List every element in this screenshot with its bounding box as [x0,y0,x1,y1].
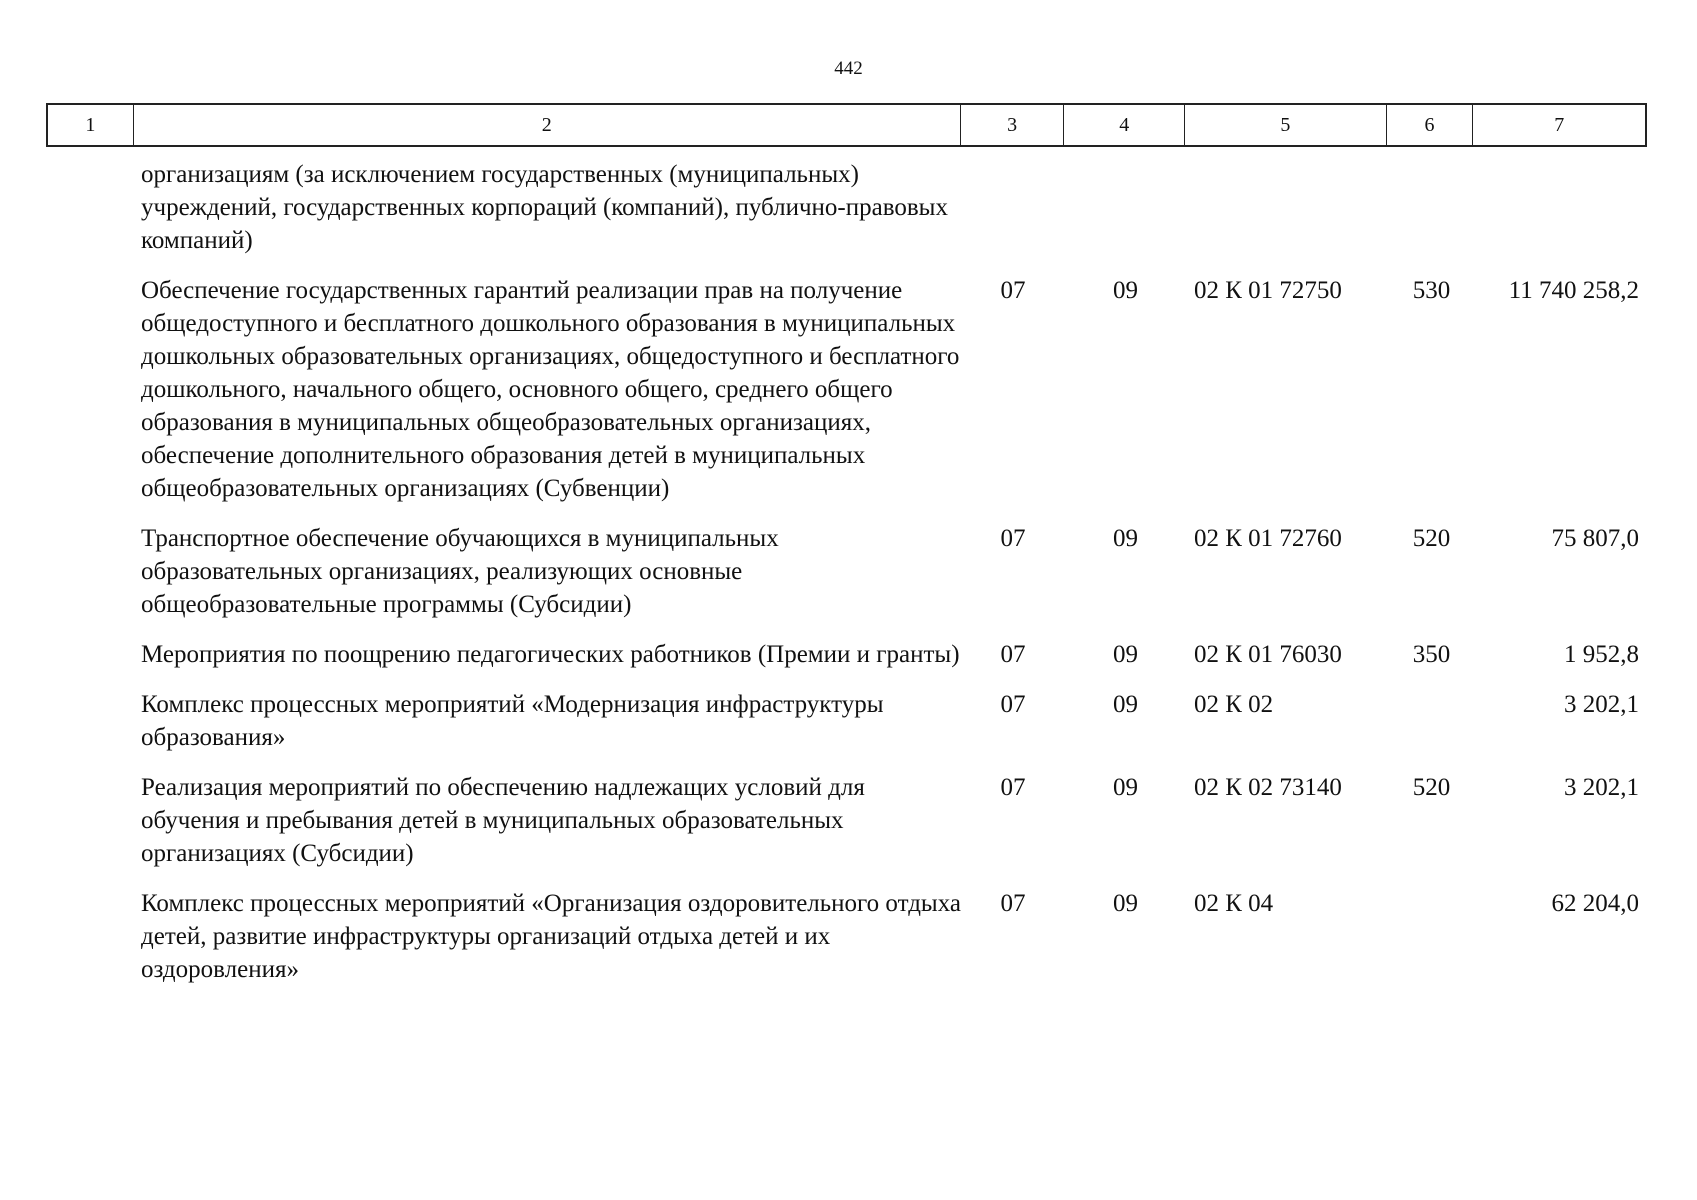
row-vr: 520 [1412,525,1451,552]
row-sum: 3 202,1 [1564,691,1639,718]
row-name: Мероприятия по поощрению педагогических работников (Премии и гранты) [141,641,960,668]
row-name: Транспортное обеспечение обучающихся в муниципальных образовательных организациях, реализующих основные общеобразовательные программы (Субсидии) [141,525,779,618]
header-col-7: 7 [1554,113,1565,136]
row-pr: 09 [1113,774,1138,801]
row-csr: 02 К 04 [1194,890,1274,917]
header-col-1: 1 [48,105,134,145]
row-vr: 530 [1412,277,1451,304]
row-sum [1475,158,1647,257]
row-col-1 [46,887,132,986]
table-header [46,103,1647,147]
row-name: Комплекс процессных мероприятий «Организация оздоровительного отдыха детей, развитие инфраструктуры организаций отдыха детей и их оздоровления» [141,890,961,983]
row-pr: 09 [1113,691,1138,718]
row-name: организациям (за исключением государственных (муниципальных) учреждений, государственных корпораций (компаний), публично-правовых компаний) [141,161,948,254]
row-pr: 09 [1113,277,1138,304]
header-col-5: 5 [1185,105,1387,145]
row-csr: 02 К 02 [1194,691,1274,718]
row-sum: 62 204,0 [1551,890,1639,917]
row-pr [1065,158,1186,257]
row-rz [961,158,1065,257]
row-col-1 [46,771,132,870]
table-row [46,274,1647,505]
header-col-3: 3 [961,105,1065,145]
table-row [46,771,1647,870]
row-col-1 [46,688,132,754]
row-rz: 07 [1000,641,1026,668]
row-pr: 09 [1113,890,1138,917]
row-vr [1388,158,1475,257]
header-col-6: 6 [1387,105,1474,145]
row-pr: 09 [1113,641,1138,668]
row-rz: 07 [1000,277,1026,304]
row-vr: 350 [1412,641,1451,668]
page-number: 442 [834,58,863,79]
header-col-2: 2 [134,105,961,145]
row-sum: 3 202,1 [1564,774,1639,801]
row-sum: 1 952,8 [1564,641,1639,668]
row-col-1 [46,638,132,671]
row-rz: 07 [1000,691,1026,718]
row-col-1 [46,158,132,257]
table-row [46,688,1647,754]
row-col-1 [46,274,132,505]
row-col-1 [46,522,132,621]
row-rz: 07 [1000,525,1026,552]
row-csr: 02 К 01 72750 [1194,277,1342,304]
table-row [46,638,1647,671]
row-name: Комплекс процессных мероприятий «Модернизация инфраструктуры образования» [141,691,884,751]
row-vr [1388,688,1475,754]
table-row [46,522,1647,621]
row-pr: 09 [1113,525,1138,552]
row-csr: 02 К 02 73140 [1194,774,1342,801]
row-rz: 07 [1000,774,1026,801]
row-csr: 02 К 01 72760 [1194,525,1342,552]
row-vr [1388,887,1475,986]
row-name: Обеспечение государственных гарантий реализации прав на получение общедоступного и бесплатного дошкольного образования в муниципальных дошкольных образовательных организациях, общедоступного и бесплатного дошкольного, начального общего, основного общего, среднего общего образования в муниципальных общеобразовательных организациях, обеспечение дополнительного образования детей в муниципальных общеобразовательных организациях (Субвенции) [141,277,960,502]
row-csr [1186,158,1388,257]
header-col-4: 4 [1064,105,1185,145]
table-row [46,158,1647,257]
row-vr: 520 [1412,774,1451,801]
row-name: Реализация мероприятий по обеспечению надлежащих условий для обучения и пребывания детей в муниципальных образовательных организациях (Субсидии) [141,774,865,867]
row-sum: 75 807,0 [1551,525,1639,552]
row-csr: 02 К 01 76030 [1194,641,1342,668]
table-body [46,158,1647,1003]
row-rz: 07 [1000,890,1026,917]
row-sum: 11 740 258,2 [1508,277,1639,304]
table-row [46,887,1647,986]
